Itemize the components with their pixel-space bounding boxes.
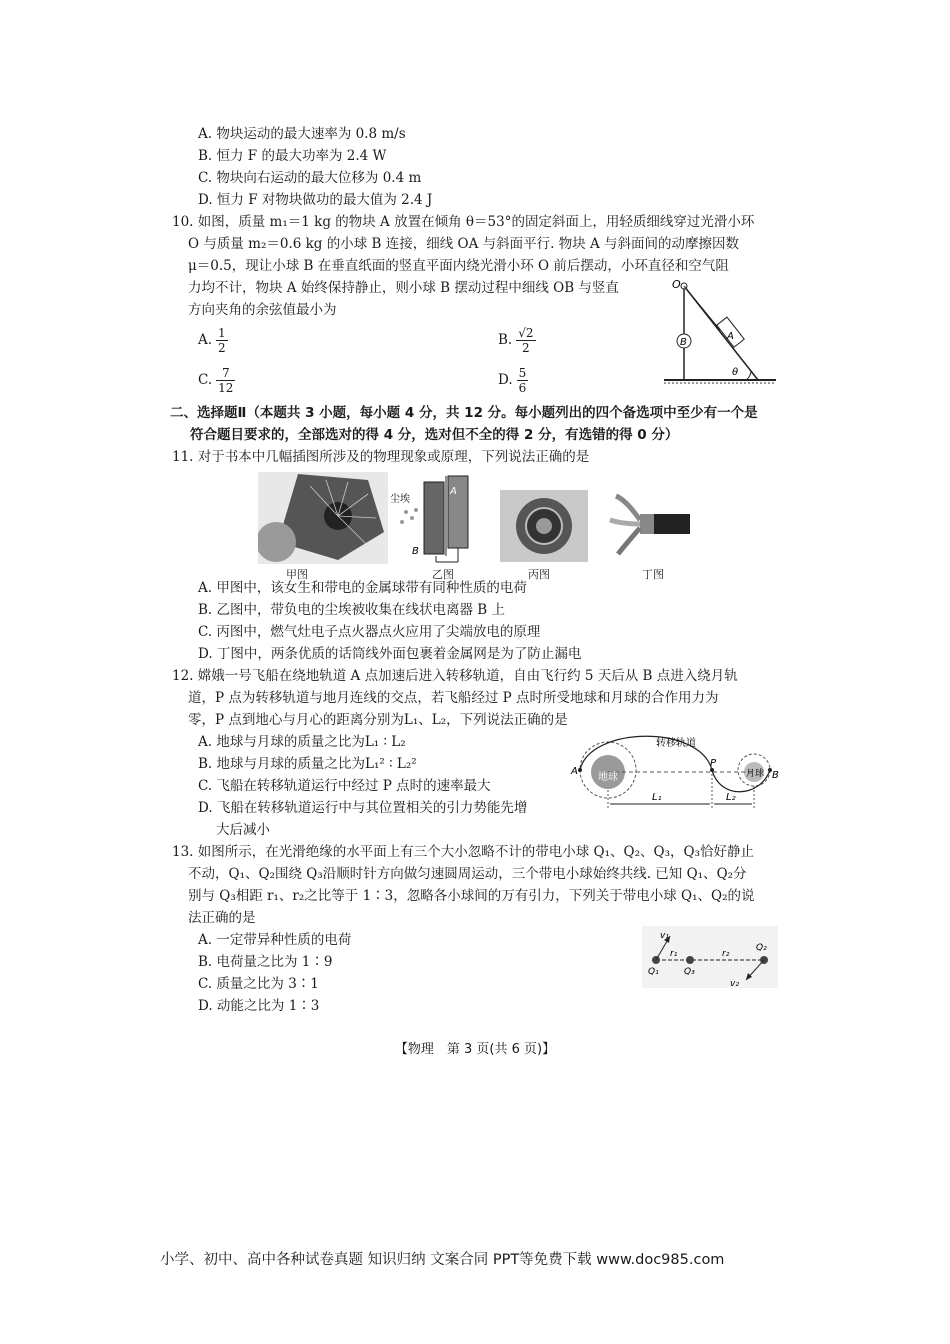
q10-line-1: 10. 如图，质量 m₁＝1 kg 的物块 A 放置在倾角 θ＝53°的固定斜面上，用轻质细线穿过光滑小环: [172, 214, 755, 230]
q13-line-4: 法正确的是: [188, 910, 256, 926]
q11-option-c: C. 丙图中，燃气灶电子点火器点火应用了尖端放电的原理: [198, 624, 541, 640]
label-earth: 地球: [598, 772, 618, 783]
q11-image-ding: [606, 490, 692, 562]
label-b-wire: B: [412, 546, 419, 557]
q12-option-c: C. 飞船在转移轨道运行中经过 P 点时的速率最大: [198, 778, 491, 794]
q11-caption-yi: 乙图: [432, 568, 454, 581]
q13-line-2: 不动，Q₁、Q₂围绕 Q₃沿顺时针方向做匀速圆周运动，三个带电小球始终共线. 已知 Q₁、Q₂分: [188, 866, 747, 882]
q11-image-jia: [258, 472, 388, 564]
q13-option-a: A. 一定带异种性质的电荷: [198, 932, 352, 948]
option-label: C.: [198, 372, 213, 388]
point-a: [578, 768, 582, 772]
q9-option-b: B. 恒力 F 的最大功率为 2.4 W: [198, 148, 387, 164]
label-r2: r₂: [722, 949, 730, 959]
q10-option-d: [498, 366, 528, 395]
label-q2: Q₂: [756, 943, 767, 953]
q13-line-3: 别与 Q₃相距 r₁、r₂之比等于 1∶3，忽略各小球间的万有引力，下列关于带电小球 Q₁、Q₂的说: [188, 888, 755, 904]
label-p: P: [710, 758, 717, 769]
charge-q3: [686, 956, 694, 964]
label-v2: v₂: [730, 979, 739, 988]
q11-image-bing: [500, 490, 588, 562]
option-label: D.: [498, 372, 513, 388]
q12-line-3: 零，P 点到地心与月心的距离分别为L₁、L₂，下列说法正确的是: [188, 712, 568, 728]
q12-line-1: 12. 嫦娥一号飞船在绕地轨道 A 点加速后进入转移轨道，自由飞行约 5 天后从 B 点进入绕月轨: [172, 668, 738, 684]
fraction: $\frac{5}{6}$: [518, 366, 527, 395]
q12-line-2: 道，P 点为转移轨道与地月连线的交点，若飞船经过 P 点时所受地球和月球的合作用力为: [188, 690, 719, 706]
q10-line-2: O 与质量 m₂＝0.6 kg 的小球 B 连接，细线 OA 与斜面平行. 物块 A 与斜面间的动摩擦因数: [188, 236, 740, 252]
label-b: B: [680, 337, 687, 348]
q10-line-5: 方向夹角的余弦值最小为: [188, 302, 337, 318]
q12-option-b: B. 地球与月球的质量之比为L₁² ∶ L₂²: [198, 756, 417, 772]
q13-line-1: 13. 如图所示，在光滑绝缘的水平面上有三个大小忽略不计的带电小球 Q₁、Q₂、Q₃，Q₃恰好静止: [172, 844, 754, 860]
q13-option-c: C. 质量之比为 3∶1: [198, 976, 319, 992]
q11-caption-jia: 甲图: [286, 568, 308, 581]
label-b: B: [772, 770, 779, 781]
label-a-plate: A: [450, 486, 457, 497]
label-q3: Q₃: [684, 967, 695, 977]
section-2-heading-line-1: 二、选择题Ⅱ（本题共 3 小题，每小题 4 分，共 12 分。每小题列出的四个备选项中至少有一个是: [170, 405, 758, 421]
label-l2: L₂: [726, 792, 736, 803]
q11-caption-ding: 丁图: [642, 568, 664, 581]
q12-option-a: A. 地球与月球的质量之比为L₁ ∶ L₂: [198, 734, 406, 750]
string-oa: [684, 286, 720, 330]
label-q1: Q₁: [648, 967, 659, 977]
theta-arc: [746, 371, 751, 380]
q12-option-d-line-2: 大后减小: [216, 822, 270, 838]
label-v1: v₁: [660, 931, 669, 941]
fraction: $\frac{√2}{2}$: [518, 326, 534, 355]
static-hair-illustration: [258, 472, 388, 564]
label-l1: L₁: [652, 792, 662, 803]
q11-option-a: A. 甲图中，该女生和带电的金属球带有同种性质的电荷: [198, 580, 527, 596]
q10-option-a: [198, 326, 228, 355]
label-transfer-orbit: 转移轨道: [656, 738, 696, 749]
label-o: O: [672, 278, 681, 291]
section-2-heading-line-2: 符合题目要求的，全部选对的得 4 分，选对但不全的得 2 分，有选错的得 0 分）: [190, 427, 679, 443]
q10-incline-figure: [660, 278, 780, 384]
q9-option-c: C. 物块向右运动的最大位移为 0.4 m: [198, 170, 422, 186]
label-dust: 尘埃: [390, 494, 410, 505]
electrostatic-precipitator-illustration: [388, 472, 494, 564]
q10-line-4: 力均不计，物块 A 始终保持静止，则小球 B 摆动过程中细线 OB 与竖直: [188, 280, 619, 296]
q11-caption-bing: 丙图: [528, 568, 550, 581]
q11-stem: 11. 对于书本中几幅插图所涉及的物理现象或原理，下列说法正确的是: [172, 449, 590, 465]
label-a: A: [727, 331, 734, 342]
q11-image-yi: [388, 472, 494, 564]
q13-option-b: B. 电荷量之比为 1∶9: [198, 954, 333, 970]
fraction: $\frac{7}{12}$: [218, 366, 234, 395]
q11-option-b: B. 乙图中，带负电的尘埃被收集在线状电离器 B 上: [198, 602, 506, 618]
q11-option-d: D. 丁图中，两条优质的话筒线外面包裹着金属网是为了防止漏电: [198, 646, 582, 662]
label-theta: θ: [732, 367, 739, 378]
q13-charges-figure: [642, 926, 778, 988]
q9-option-a: A. 物块运动的最大速率为 0.8 m/s: [198, 126, 406, 142]
label-moon: 月球: [746, 769, 765, 779]
q10-option-b: [498, 326, 536, 355]
fraction: $\frac{1}{2}$: [218, 326, 226, 355]
shielded-cable-illustration: [606, 490, 692, 562]
bottom-banner: 小学、初中、高中各种试卷真题 知识归纳 文案合同 PPT等免费下载 www.doc985.com: [160, 1252, 725, 1268]
option-label: A.: [198, 332, 213, 348]
label-r1: r₁: [670, 949, 678, 959]
q13-option-d: D. 动能之比为 1∶3: [198, 998, 320, 1014]
q12-option-d-line-1: D. 飞船在转移轨道运行中与其位置相关的引力势能先增: [198, 800, 528, 816]
q10-line-3: μ＝0.5，现让小球 B 在垂直纸面的竖直平面内绕光滑小环 O 前后摆动，小环直径和空气阻: [188, 258, 729, 274]
q10-option-c: [198, 366, 235, 395]
label-a: A: [571, 766, 578, 777]
gas-stove-illustration: [500, 490, 588, 562]
q12-orbit-figure: [570, 728, 782, 810]
page-footer: 【物理 第 3 页(共 6 页)】: [394, 1042, 556, 1057]
q9-option-d: D. 恒力 F 对物块做功的最大值为 2.4 J: [198, 192, 433, 208]
option-label: B.: [498, 332, 513, 348]
